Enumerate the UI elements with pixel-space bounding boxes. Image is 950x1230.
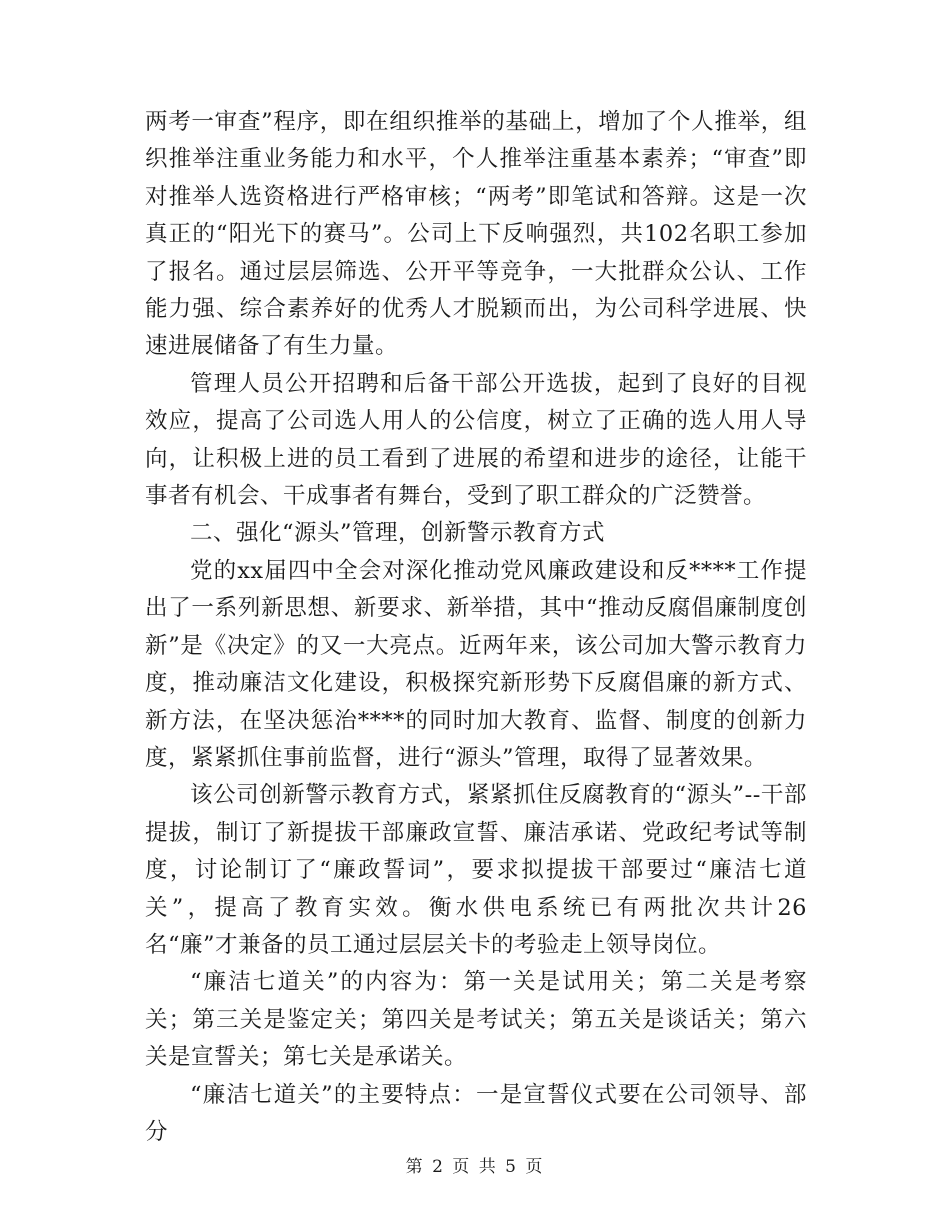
paragraph-warning-education: 该公司创新警示教育方式，紧紧抓住反腐教育的“源头”--干部提拔，制订了新提拔干部廉政宣誓、廉洁承诺、党政纪考试等制度，讨论制订了“廉政誓词”，要求拟提拔干部要过“廉洁七道关”，提高了教育实效。衡水供电系统已有两批次共计26名“廉”才兼备的员工通过层层关卡的考验走上领导岗位。 (145, 782, 807, 958)
page-number-footer: 第 2 页 共 5 页 (405, 1157, 545, 1177)
document-body (145, 104, 807, 1151)
paragraph-seven-gates-content: “廉洁七道关”的内容为：第一关是试用关；第二关是考察关；第三关是鉴定关；第四关是考试关；第五关是谈话关；第六关是宣誓关；第七关是承诺关。 (145, 969, 807, 1071)
paragraph-continuation: 两考一审查”程序，即在组织推举的基础上，增加了个人推举，组织推举注重业务能力和水平，个人推举注重基本素养；“审查”即对推举人选资格进行严格审核；“两考”即笔试和答辩。这是一次真正的“阳光下的赛马”。公司上下反响强烈，共102名职工参加了报名。通过层层筛选、公开平等竞争，一大批群众公认、工作能力强、综合素养好的优秀人才脱颖而出，为公司科学进展、快速进展储备了有生力量。 (145, 109, 807, 360)
paragraph-plenary-session: 党的xx届四中全会对深化推动党风廉政建设和反****工作提出了一系列新思想、新要求、新举措，其中“推动反腐倡廉制度创新”是《决定》的又一大亮点。近两年来，该公司加大警示教育力度，推动廉洁文化建设，积极探究新形势下反腐倡廉的新方式、新方法，在坚决惩治****的同时加大教育、监督、制度的创新力度，紧紧抓住事前监督，进行“源头”管理，取得了显著效果。 (145, 557, 807, 771)
paragraph-recruitment-effect: 管理人员公开招聘和后备干部公开选拔，起到了良好的目视效应，提高了公司选人用人的公信度，树立了正确的选人用人导向，让积极上进的员工看到了进展的希望和进步的途径，让能干事者有机会、干成事者有舞台，受到了职工群众的广泛赞誉。 (145, 370, 807, 510)
section-heading-source-management: 二、强化“源头”管理，创新警示教育方式 (190, 520, 606, 547)
paragraph-seven-gates-features: “廉洁七道关”的主要特点：一是宣誓仪式要在公司领导、部分 (145, 1081, 807, 1145)
